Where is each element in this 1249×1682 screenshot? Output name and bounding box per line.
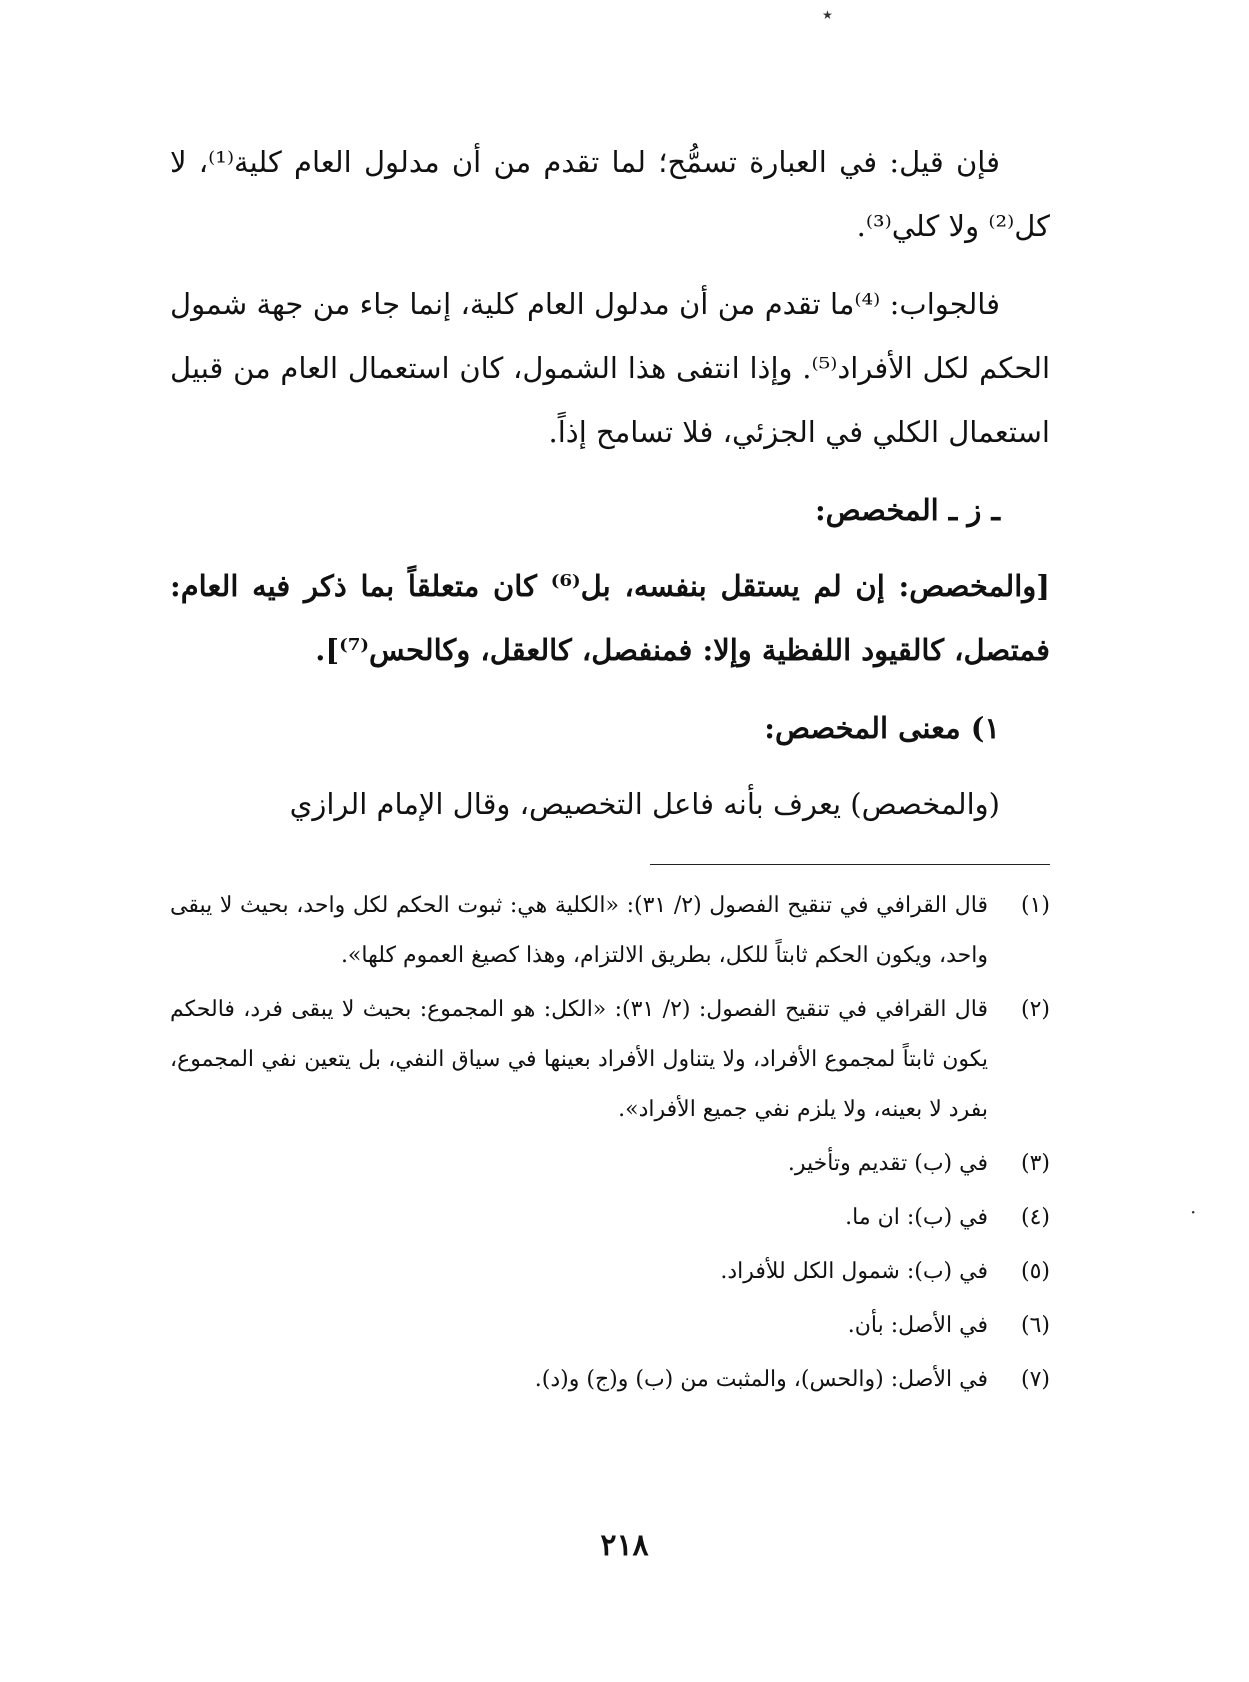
footnote-text: قال القرافي في تنقيح الفصول (٢/ ٣١): «الكلية هي: ثبوت الحكم لكل واحد، بحيث لا يبقى واحد، ويكون الحكم ثابتاً للكل، بطريق الالتزام، وهذا كصيغ العموم كلها». [170,893,988,968]
main-text [170,130,1050,836]
footnote-text: قال القرافي في تنقيح الفصول: (٢/ ٣١): «الكل: هو المجموع: بحيث لا يبقى فرد، فالحكم يكون ثابتاً لمجموع الأفراد، ولا يتناول الأفراد بعينها في سياق النفي، بل يتعين نفي المجموع، بفرد لا بعينه، ولا يلزم نفي جميع الأفراد». [170,997,989,1122]
section-heading: ـ ز ـ المخصص: [814,493,1000,527]
footnote-number: (٧) [1020,1367,1050,1392]
page-number: ٢١٨ [600,1528,649,1563]
footnote-text: في (ب): ان ما. [845,1205,988,1230]
footnote-number: (٣) [1020,1151,1050,1176]
footnote-text: في (ب): شمول الكل للأفراد. [720,1259,988,1284]
footnote-item [170,881,1050,981]
footnote-item [170,1139,1050,1189]
footnote-number: (١) [1020,893,1050,918]
subheading: ١) معنى المخصص: [764,711,1000,745]
footnote-number: (٦) [1020,1313,1050,1338]
footnote-item [170,1247,1050,1297]
footnote-item [170,985,1050,1135]
paragraph-objection: فإن قيل: في العبارة تسمُّح؛ لما تقدم من أن مدلول العام كلية⁽¹⁾، لا كل⁽²⁾ ولا كلي⁽³⁾. [170,145,1050,243]
scan-speck: · [1190,1200,1197,1224]
scan-speck: ٭ [822,2,833,26]
footnotes [170,881,1050,1405]
footnote-item [170,1355,1050,1405]
footnote-item [170,1193,1050,1243]
paragraph-answer: فالجواب: ⁽⁴⁾ما تقدم من أن مدلول العام كلية، إنما جاء من جهة شمول الحكم لكل الأفراد⁽⁵⁾. وإذا انتفى هذا الشمول، كان استعمال العام من قبيل استعمال الكلي في الجزئي، فلا تسامح إذاً. [170,287,1051,449]
bold-definition-paragraph: [والمخصص: إن لم يستقل بنفسه، بل⁽⁶⁾ كان متعلقاً بما ذكر فيه العام: فمتصل، كالقيود اللفظية وإلا: فمنفصل، كالعقل، وكالحس⁽⁷⁾]. [170,569,1050,667]
document-page [170,130,1050,1409]
footnote-number: (٥) [1020,1259,1050,1284]
footnote-text: في (ب) تقديم وتأخير. [787,1151,988,1176]
footnote-item [170,1301,1050,1351]
footnote-text: في الأصل: (والحس)، والمثبت من (ب) و(ج) و(د). [534,1367,988,1392]
paragraph-definition: (والمخصص) يعرف بأنه فاعل التخصيص، وقال الإمام الرازي [289,787,1000,821]
footnote-number: (٤) [1020,1205,1050,1230]
footnote-divider [650,864,1050,865]
footnote-number: (٢) [1020,997,1050,1022]
footnote-text: في الأصل: بأن. [847,1313,988,1338]
